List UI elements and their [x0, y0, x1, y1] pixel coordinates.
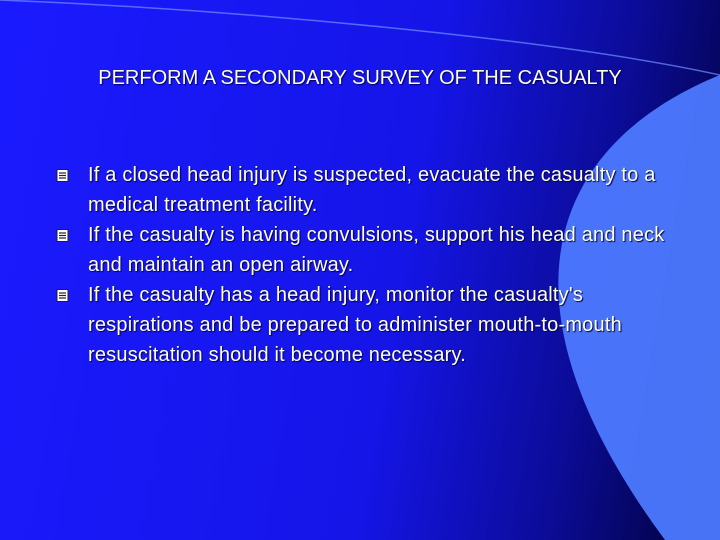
- slide-title: PERFORM A SECONDARY SURVEY OF THE CASUALTY: [98, 67, 622, 89]
- bullet-text: If a closed head injury is suspected, evacuate the casualty to a medical treatment facility.: [88, 164, 656, 216]
- page-list-icon: [56, 229, 69, 242]
- page-list-icon: [56, 289, 69, 302]
- bullet-list: [54, 160, 674, 370]
- bullet-item: [54, 220, 674, 280]
- bullet-text: If the casualty has a head injury, monitor the casualty's respirations and be prepared to administer mouth-to-mouth resuscitation should it become necessary.: [88, 284, 622, 366]
- bullet-item: [54, 160, 674, 220]
- page-list-icon: [56, 169, 69, 182]
- bullet-text: If the casualty is having convulsions, support his head and neck and maintain an open airway.: [88, 224, 665, 276]
- bullet-item: [54, 280, 674, 370]
